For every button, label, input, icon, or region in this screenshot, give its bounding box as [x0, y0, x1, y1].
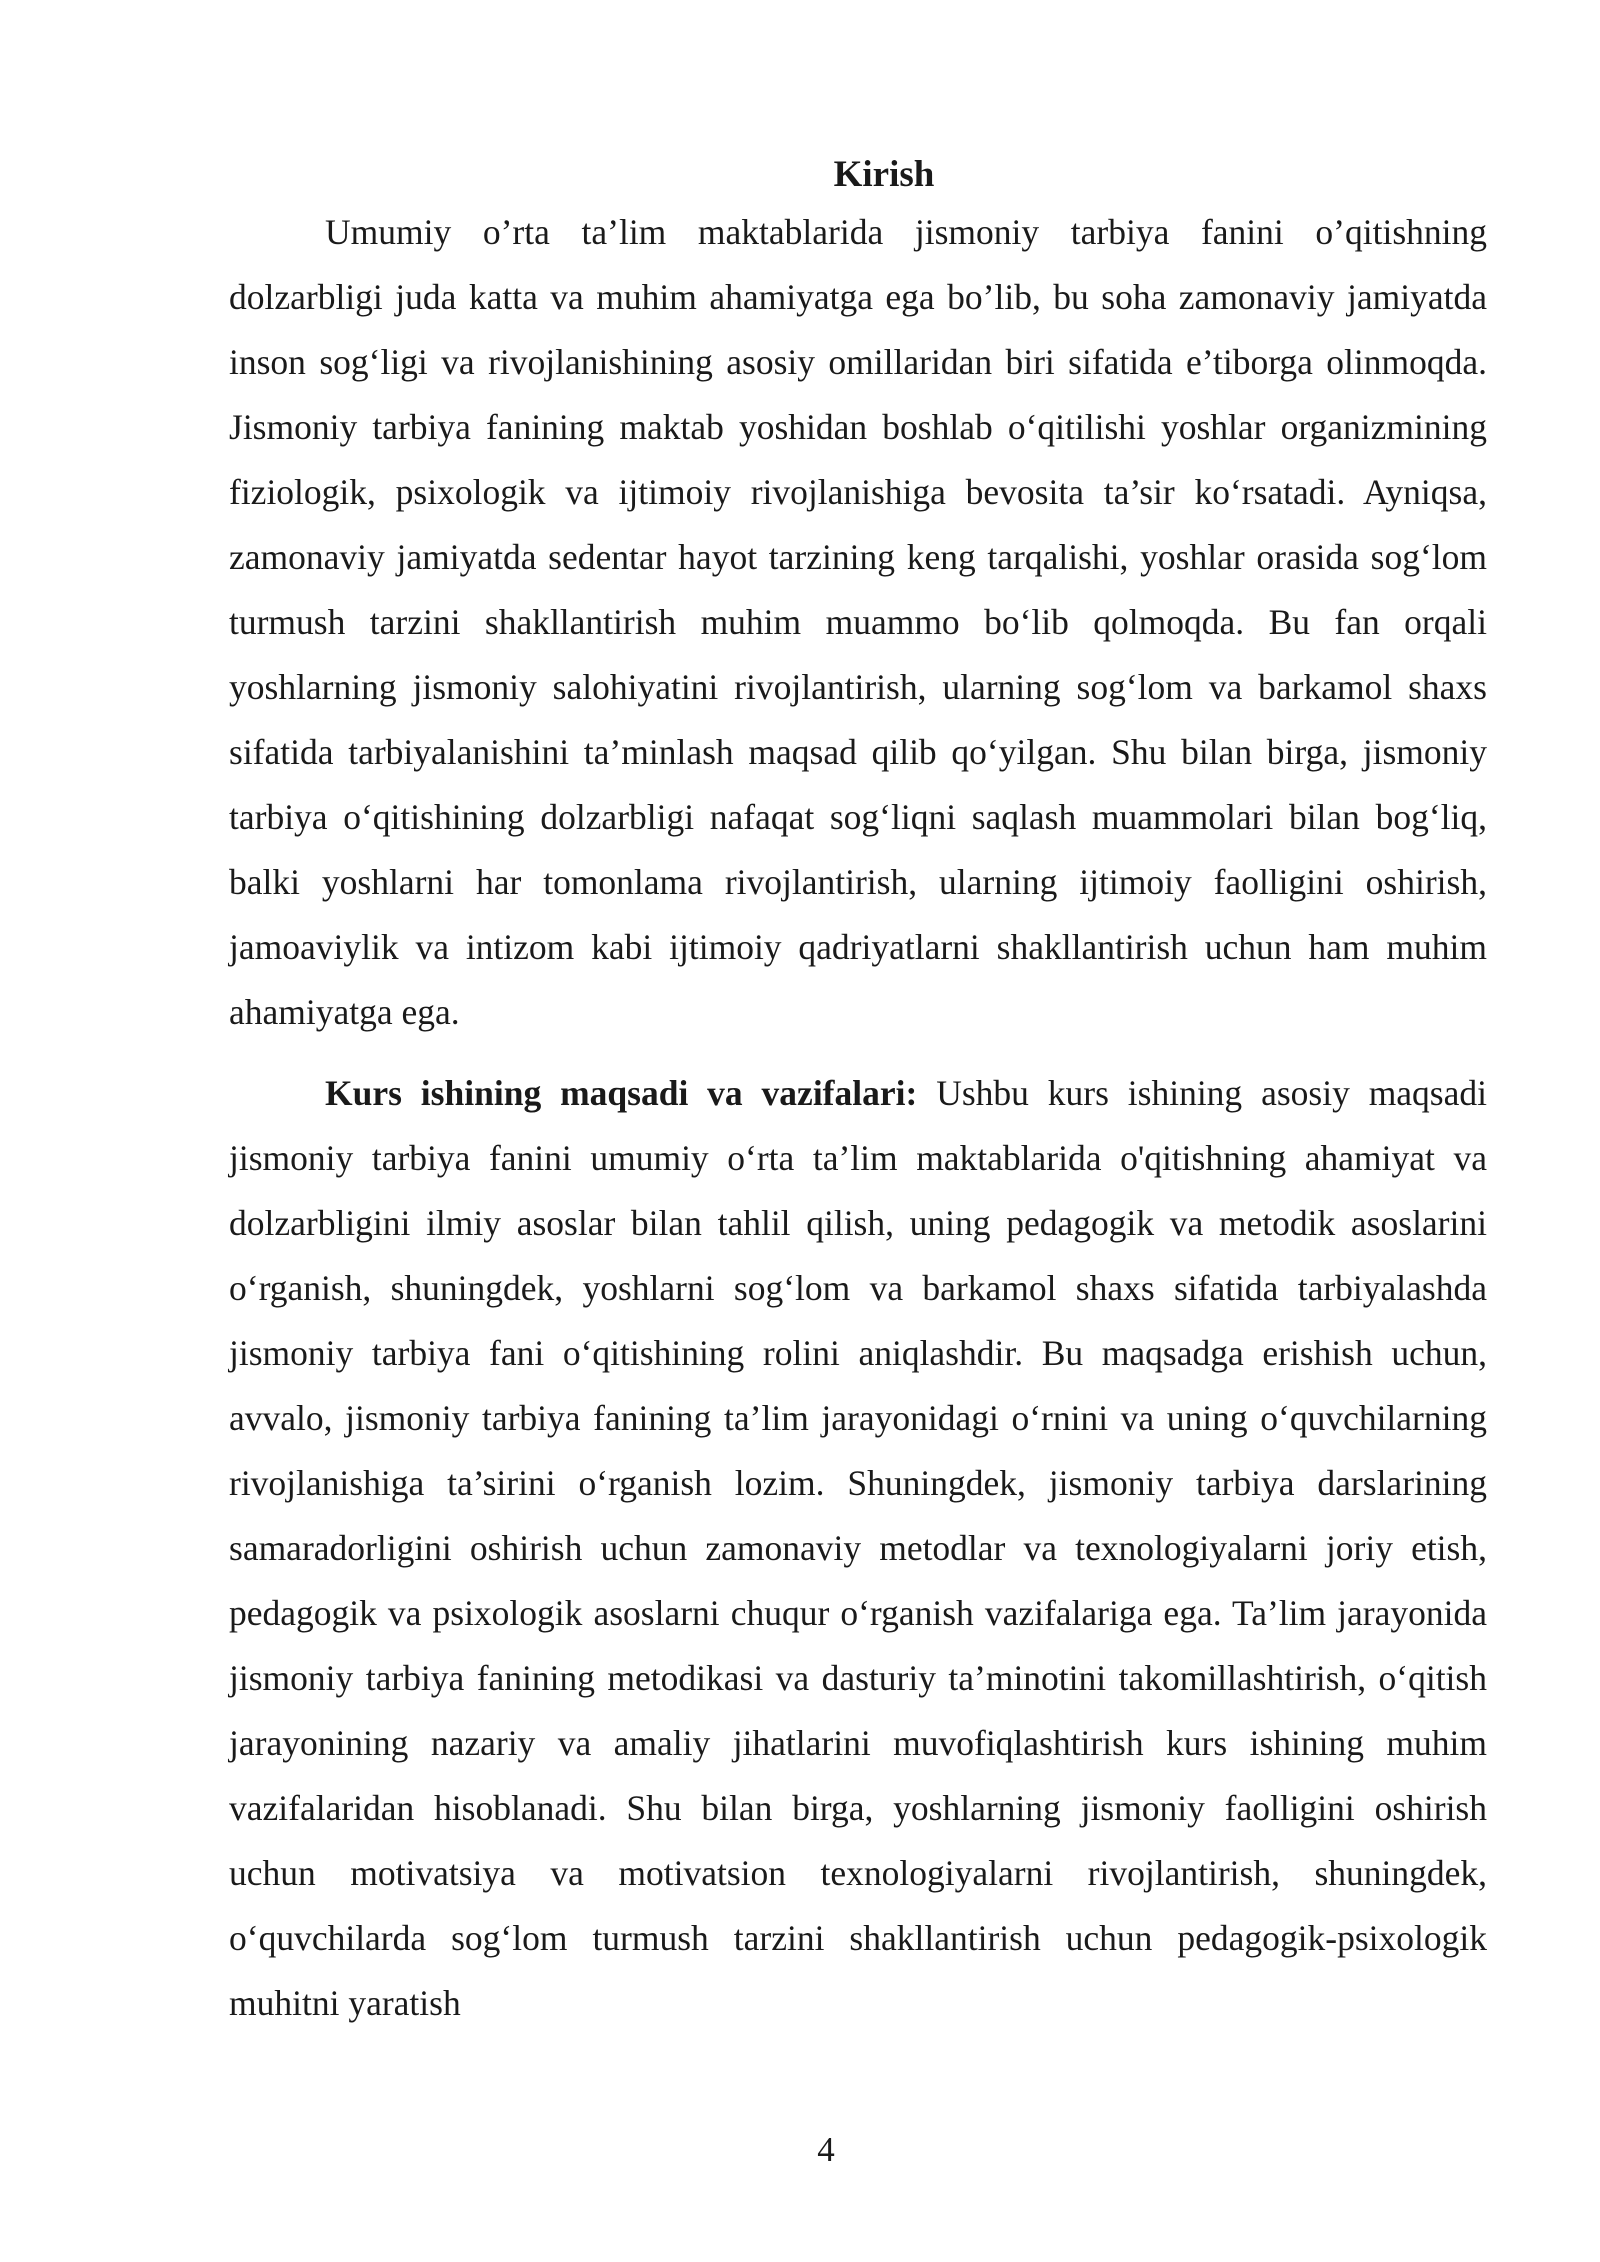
goals-paragraph: [229, 1061, 1487, 2036]
intro-paragraph: [229, 200, 1487, 1045]
section-heading: Kirish: [833, 154, 935, 195]
goals-paragraph-text: Ushbu kurs ishining asosiy maqsadi jismoniy tarbiya fanini umumiy o‘rta ta’lim maktablarida o'qitishning ahamiyat va dolzarbligini ilmiy asoslar bilan tahlil qilish, uning pedagogik va metodik asoslarini o‘rganish, shuningdek, yoshlarni sog‘lom va barkamol shaxs sifatida tarbiyalashda jismoniy tarbiya fani o‘qitishining rolini aniqlashdir. Bu maqsadga erishish uchun, avvalo, jismoniy tarbiya fanining ta’lim jarayonidagi o‘rnini va uning o‘quvchilarning rivojlanishiga ta’sirini o‘rganish lozim. Shuningdek, jismoniy tarbiya darslarining samaradorligini oshirish uchun zamonaviy metodlar va texnologiyalarni joriy etish, pedagogik va psixologik asoslarni chuqur o‘rganish vazifalariga ega. Ta’lim jarayonida jismoniy tarbiya fanining metodikasi va dasturiy ta’minotini takomillashtirish, o‘qitish jarayonining nazariy va amaliy jihatlarini muvofiqlashtirish kurs ishining muhim vazifalaridan hisoblanadi. Shu bilan birga, yoshlarning jismoniy faolligini oshirish uchun motivatsiya va motivatsion texnologiyalarni rivojlantirish, shuningdek, o‘quvchilarda sog‘lom turmush tarzini shakllantirish uchun pedagogik-psixologik muhitni yaratish: [229, 1073, 1487, 2023]
intro-paragraph-text: Umumiy o’rta ta’lim maktablarida jismoniy tarbiya fanini o’qitishning dolzarbligi juda katta va muhim ahamiyatga ega bo’lib, bu soha zamonaviy jamiyatda inson sog‘ligi va rivojlanishining asosiy omillaridan biri sifatida e’tiborga olinmoqda. Jismoniy tarbiya fanining maktab yoshidan boshlab o‘qitilishi yoshlar organizmining fiziologik, psixologik va ijtimoiy rivojlanishiga bevosita ta’sir ko‘rsatadi. Ayniqsa, zamonaviy jamiyatda sedentar hayot tarzining keng tarqalishi, yoshlar orasida sog‘lom turmush tarzini shakllantirish muhim muammo bo‘lib qolmoqda. Bu fan orqali yoshlarning jismoniy salohiyatini rivojlantirish, ularning sog‘lom va barkamol shaxs sifatida tarbiyalanishini ta’minlash maqsad qilib qo‘yilgan. Shu bilan birga, jismoniy tarbiya o‘qitishining dolzarbligi nafaqat sog‘liqni saqlash muammolari bilan bog‘liq, balki yoshlarni har tomonlama rivojlantirish, ularning ijtimoiy faolligini oshirish, jamoaviylik va intizom kabi ijtimoiy qadriyatlarni shakllantirish uchun ham muhim ahamiyatga ega.: [229, 212, 1487, 1032]
page-content: [229, 150, 1487, 2036]
goals-paragraph-lead: Kurs ishining maqsadi va vazifalari:: [325, 1073, 918, 1113]
page-number: 4: [817, 2130, 835, 2169]
